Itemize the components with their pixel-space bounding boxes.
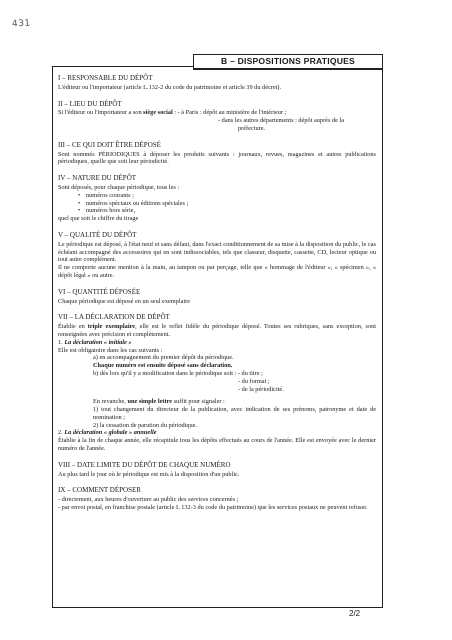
list-item-text: numéros spéciaux ou éditions spéciales ; — [86, 199, 189, 207]
section-text: Sont nommés PÉRIODIQUES à déposer les produits suivants : journaux, revues, magazines et autres publications périodiques, quelle que soit leur périodicité. — [58, 150, 376, 166]
section-text: préfecture. — [238, 124, 266, 132]
text-bold: triple exemplaire — [87, 323, 136, 331]
section-heading: IV – NATURE DU DÉPÔT — [58, 174, 137, 183]
list-item: • numéros spéciaux ou éditions spéciales ; — [78, 199, 189, 207]
section-text: - de la périodicité. — [238, 385, 284, 393]
section-quantite — [58, 289, 376, 306]
section-responsable — [58, 75, 376, 92]
text-bold: siège social — [143, 109, 173, 117]
text-fragment: , elle est le reflet fidèle du périodique déposé. Toutes ses rubriques, sans exception, sont renseignées avec précision et complètement. — [58, 323, 377, 338]
section-text: Elle est obligatoire dans les cas suivants : — [58, 346, 163, 354]
section-heading: II – LIEU DU DÉPÔT — [58, 99, 122, 108]
section-header-title: B – DISPOSITIONS PRATIQUES — [221, 56, 355, 66]
section-text: Chaque périodique est déposé en un seul exemplaire — [58, 297, 191, 305]
section-nature — [58, 175, 376, 223]
subsection-title-text: La déclaration « initiale » — [64, 338, 132, 346]
section-text: a) en accompagnement du premier dépôt du périodique. — [93, 354, 234, 362]
text-fragment: suffit pour signaler : — [172, 398, 225, 406]
section-heading: III – CE QUI DOIT ÊTRE DÉPOSÉ — [58, 140, 161, 149]
subsection-number: 1. — [58, 338, 63, 346]
subsection-number: 2. — [58, 429, 63, 437]
section-text: 2) la cessation de parution du périodique. — [93, 421, 198, 429]
section-text: b) dès lors qu'il y a modification dans le périodique soit : - du titre ; — [93, 369, 263, 377]
section-heading: I – RESPONSABLE DU DÉPÔT — [58, 74, 153, 82]
section-heading: VII – LA DÉCLARATION DE DÉPÔT — [58, 313, 170, 322]
text-bold: une simple lettre — [127, 398, 173, 406]
section-heading: VIII – DATE LIMITE DU DÉPÔT DE CHAQUE NUMÉRO — [58, 460, 231, 469]
subsection-title-text: La déclaration « globale » annuelle — [64, 429, 157, 437]
section-text: 1) tout changement du directeur de la publication, avec indication de ses prénoms, patronyme et date de nomination ; — [93, 406, 376, 421]
section-text: Sont déposés, pour chaque périodique, tous les : — [58, 183, 180, 191]
section-text — [58, 109, 376, 117]
section-text: quel que soit le chiffre du tirage — [58, 215, 139, 223]
section-text: Il ne comporte aucune mention à la main, au tampon ou par perçage, telle que « hommage de l'éditeur », « spécimen », « dépôt légal » ou autre. — [58, 264, 376, 279]
subsection-title — [58, 339, 376, 347]
section-text — [58, 323, 376, 339]
section-heading: VI – QUANTITÉ DÉPOSÉE — [58, 287, 141, 296]
list-item: • numéros hors série, — [78, 207, 136, 215]
section-text: - par envoi postal, en franchise postale (article L 132-3 du code du patrimoine) que les services postaux ne peuvent refuser. — [58, 504, 368, 512]
section-text: - dans les autres départements : dépôt auprès de la — [218, 117, 345, 125]
text-fragment: Si l'éditeur ou l'importateur a son — [58, 109, 144, 117]
page-number: 2/2 — [349, 609, 361, 618]
section-qualite — [58, 232, 376, 280]
text-fragment: Établie en — [58, 323, 88, 331]
section-text: L'éditeur ou l'importateur (article L.132-2 du code du patrimoine et article 39 du décret). — [58, 83, 282, 91]
section-text: Le périodique est déposé, à l'état neuf et sans défaut, dans l'exact conditionnement de sa mise à la disposition du public, le cas échéant accompagné des accessoires qui en sont indissociables, tels que classeur, disquette, cassette, CD, lecteur optique ou tout autre complément. — [58, 240, 376, 264]
section-lieu — [58, 101, 376, 133]
text-fragment: En revanche, — [93, 398, 128, 406]
section-text: Au plus tard le jour où le périodique est mis à la disposition d'un public. — [58, 470, 240, 478]
section-heading: IX – COMMENT DÉPOSER — [58, 486, 141, 495]
text-fragment: : - à Paris : dépôt au ministère de l'intérieur ; — [172, 109, 287, 117]
handwritten-page-note: 431 — [11, 18, 31, 30]
section-text: - directement, aux heures d'ouverture au public des services concernés ; — [58, 496, 239, 504]
list-item-text: numéros courants ; — [86, 191, 134, 199]
section-text — [58, 398, 376, 406]
section-declaration — [58, 314, 376, 453]
list-item-text: numéros hors série, — [86, 207, 136, 215]
document-body — [58, 75, 376, 512]
section-contenu — [58, 142, 376, 166]
section-text: - du format ; — [238, 377, 270, 385]
list-item: • numéros courants ; — [78, 191, 134, 199]
section-date-limite — [58, 462, 376, 479]
section-heading: V – QUALITÉ DU DÉPÔT — [58, 230, 137, 239]
text-bold: Chaque numéro est ensuite déposé sans déclaration. — [93, 362, 233, 370]
section-text: Établie à la fin de chaque année, elle récapitule tous les dépôts effectués au cours de l'année. Elle est envoyée avec le dernier numéro de l'année. — [58, 437, 376, 453]
section-comment — [58, 487, 376, 511]
section-text-bold — [58, 362, 376, 370]
